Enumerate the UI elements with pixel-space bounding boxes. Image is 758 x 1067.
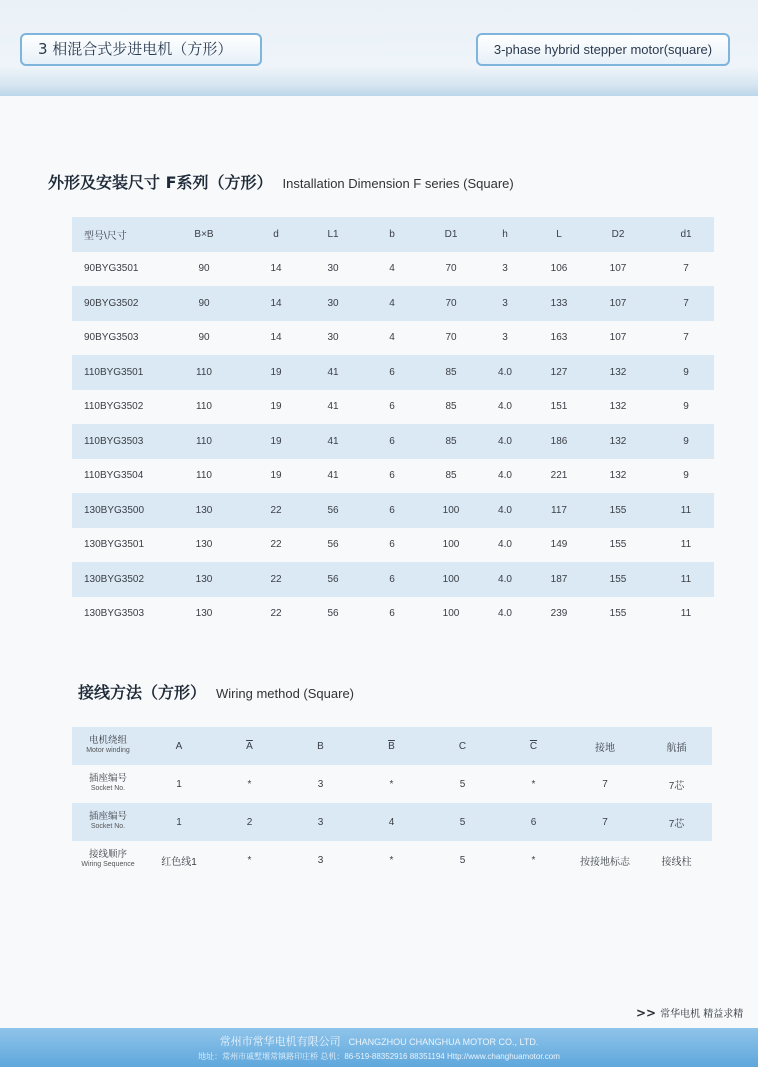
wiring-cell — [641, 803, 712, 841]
table-cell: 107 — [578, 321, 658, 356]
wiring-row — [72, 841, 712, 879]
wiring-cell — [498, 803, 569, 841]
table-cell: 30 — [314, 252, 352, 287]
table-cell: 7 — [658, 252, 714, 287]
wiring-cell — [356, 803, 427, 841]
table-row — [72, 597, 714, 632]
wiring-cell-value: * — [531, 854, 536, 866]
table-cell: 22 — [238, 528, 314, 563]
wiring-cell — [144, 727, 214, 765]
table-cell: 130 — [170, 528, 238, 563]
wiring-cell — [498, 727, 569, 765]
table-cell: 110 — [170, 390, 238, 425]
table-cell: 30 — [314, 286, 352, 321]
table-cell: 7 — [658, 286, 714, 321]
column-header: D2 — [578, 217, 658, 252]
wiring-cell-value: * — [389, 778, 394, 790]
wiring-cell-value: $\overline{C}$ — [529, 740, 538, 752]
table-cell: 155 — [578, 562, 658, 597]
table-cell: 56 — [314, 562, 352, 597]
table-cell: 110 — [170, 424, 238, 459]
table-cell: 132 — [578, 390, 658, 425]
table-cell: 90 — [170, 321, 238, 356]
wiring-cell-value: $\overline{A}$ — [246, 740, 253, 752]
wiring-cell — [214, 727, 285, 765]
table-row — [72, 562, 714, 597]
wiring-row — [72, 765, 712, 803]
wiring-cell-value: * — [247, 854, 252, 866]
wiring-cell — [144, 765, 214, 803]
table-cell: 11 — [658, 562, 714, 597]
table-cell: 186 — [540, 424, 578, 459]
table-cell: 7 — [658, 321, 714, 356]
table-cell: 100 — [432, 562, 470, 597]
table-cell: 9 — [658, 424, 714, 459]
table-cell: 130 — [170, 493, 238, 528]
wiring-cell — [356, 765, 427, 803]
table-cell: 6 — [352, 390, 432, 425]
wiring-cell — [285, 803, 356, 841]
table-cell: 9 — [658, 390, 714, 425]
table-cell: 6 — [352, 493, 432, 528]
table-cell: 132 — [578, 355, 658, 390]
table-cell: 221 — [540, 459, 578, 494]
footer-address: 地址：常州市戚墅堰常镇路印庄桥 总机：86-519-88352916 88351194 Http://www.changhuamotor.com — [198, 1052, 560, 1061]
row-header-zh: 插座编号 — [88, 773, 127, 784]
table-cell: 100 — [432, 528, 470, 563]
row-header-en: Socket No. — [90, 785, 126, 792]
wiring-cell-value: 5 — [459, 816, 466, 828]
table-cell: 22 — [238, 493, 314, 528]
row-header-zh: 接线顺序 — [88, 849, 127, 860]
wiring-cell — [285, 765, 356, 803]
table-cell: 22 — [238, 562, 314, 597]
wiring-cell-value: 红色线1 — [161, 856, 197, 868]
wiring-cell — [641, 765, 712, 803]
table-cell: 6 — [352, 424, 432, 459]
wiring-cell — [285, 727, 356, 765]
column-header: h — [470, 217, 540, 252]
table-cell: 107 — [578, 252, 658, 287]
arrows-icon: >> — [636, 1006, 657, 1020]
wiring-cell-value: 6 — [530, 816, 537, 828]
wiring-cell-value: 3 — [317, 816, 324, 828]
wiring-cell-value: 2 — [246, 816, 253, 828]
row-header-zh: 插座编号 — [88, 811, 127, 822]
wiring-cell-value: $\overline{B}$ — [388, 740, 395, 752]
model-cell: 90BYG3503 — [72, 321, 170, 356]
wiring-cell — [569, 803, 641, 841]
table-cell: 11 — [658, 493, 714, 528]
table-cell: 56 — [314, 528, 352, 563]
table-header-row — [72, 217, 714, 252]
table-cell: 110 — [170, 459, 238, 494]
table-cell: 100 — [432, 493, 470, 528]
wiring-row-header — [72, 803, 144, 841]
dimension-title-zh: 外形及安装尺寸 F系列（方形） — [48, 173, 273, 192]
product-category-tag-zh: 3 相混合式步进电机（方形） — [20, 33, 262, 66]
slogan-text: 常华电机 精益求精 — [660, 1009, 744, 1020]
wiring-cell-value: 7芯 — [668, 780, 685, 792]
table-cell: 3 — [470, 286, 540, 321]
dimension-table — [72, 217, 714, 631]
wiring-row-header — [72, 765, 144, 803]
table-cell: 163 — [540, 321, 578, 356]
wiring-cell — [498, 765, 569, 803]
table-cell: 70 — [432, 321, 470, 356]
model-cell: 130BYG3503 — [72, 597, 170, 632]
table-cell: 132 — [578, 459, 658, 494]
table-cell: 100 — [432, 597, 470, 632]
wiring-cell — [144, 841, 214, 879]
table-cell: 41 — [314, 424, 352, 459]
table-cell: 9 — [658, 459, 714, 494]
table-cell: 133 — [540, 286, 578, 321]
column-header: d1 — [658, 217, 714, 252]
column-header: D1 — [432, 217, 470, 252]
footer — [0, 1028, 758, 1067]
table-cell: 19 — [238, 390, 314, 425]
model-cell: 130BYG3502 — [72, 562, 170, 597]
table-cell: 9 — [658, 355, 714, 390]
table-row — [72, 459, 714, 494]
table-cell: 4.0 — [470, 424, 540, 459]
model-cell: 110BYG3502 — [72, 390, 170, 425]
footer-company — [0, 1033, 758, 1049]
table-cell: 239 — [540, 597, 578, 632]
table-cell: 149 — [540, 528, 578, 563]
wiring-row — [72, 727, 712, 765]
wiring-cell-value: * — [531, 778, 536, 790]
wiring-cell — [641, 727, 712, 765]
table-cell: 4.0 — [470, 597, 540, 632]
table-cell: 85 — [432, 390, 470, 425]
model-cell: 110BYG3504 — [72, 459, 170, 494]
table-cell: 19 — [238, 459, 314, 494]
table-cell: 3 — [470, 321, 540, 356]
table-cell: 85 — [432, 355, 470, 390]
table-cell: 130 — [170, 562, 238, 597]
table-cell: 4.0 — [470, 528, 540, 563]
wiring-cell — [214, 765, 285, 803]
table-cell: 155 — [578, 597, 658, 632]
wiring-cell-value: 4 — [388, 816, 395, 828]
row-header-en: Socket No. — [90, 823, 126, 830]
table-cell: 19 — [238, 355, 314, 390]
row-header-en: Motor winding — [86, 747, 130, 754]
table-cell: 14 — [238, 252, 314, 287]
wiring-cell-value: 1 — [176, 778, 182, 790]
wiring-cell — [214, 841, 285, 879]
wiring-cell-value: 5 — [459, 854, 466, 866]
column-header: B×B — [170, 217, 238, 252]
table-row — [72, 528, 714, 563]
dimension-title-en: Installation Dimension F series (Square) — [282, 176, 514, 191]
wiring-cell — [569, 765, 641, 803]
table-row — [72, 493, 714, 528]
row-header-en: Wiring Sequence — [81, 861, 135, 868]
table-cell: 6 — [352, 528, 432, 563]
wiring-cell-value: 5 — [459, 778, 466, 790]
wiring-cell — [214, 803, 285, 841]
table-cell: 90 — [170, 252, 238, 287]
table-cell: 70 — [432, 252, 470, 287]
wiring-cell-value: 7芯 — [668, 818, 685, 830]
table-cell: 85 — [432, 459, 470, 494]
wiring-cell — [285, 841, 356, 879]
table-cell: 11 — [658, 528, 714, 563]
wiring-row-header — [72, 727, 144, 765]
table-cell: 19 — [238, 424, 314, 459]
table-cell: 6 — [352, 355, 432, 390]
wiring-cell — [427, 803, 498, 841]
table-cell: 107 — [578, 286, 658, 321]
model-cell: 110BYG3503 — [72, 424, 170, 459]
table-cell: 56 — [314, 493, 352, 528]
table-cell: 30 — [314, 321, 352, 356]
table-row — [72, 424, 714, 459]
slogan — [636, 1005, 743, 1020]
wiring-cell-value: * — [247, 778, 252, 790]
table-cell: 41 — [314, 459, 352, 494]
wiring-cell-value: 7 — [602, 816, 608, 828]
table-cell: 106 — [540, 252, 578, 287]
table-cell: 85 — [432, 424, 470, 459]
table-cell: 41 — [314, 390, 352, 425]
company-name-en: CHANGZHOU CHANGHUA MOTOR CO., LTD. — [348, 1037, 539, 1047]
table-cell: 155 — [578, 493, 658, 528]
wiring-cell — [569, 727, 641, 765]
table-cell: 6 — [352, 459, 432, 494]
model-cell: 90BYG3501 — [72, 252, 170, 287]
wiring-cell-value: C — [458, 740, 467, 752]
wiring-title-zh: 接线方法（方形） — [78, 683, 207, 702]
wiring-cell-value: * — [389, 854, 394, 866]
wiring-cell — [498, 841, 569, 879]
table-cell: 187 — [540, 562, 578, 597]
wiring-cell-value: B — [317, 740, 324, 752]
wiring-title-en: Wiring method (Square) — [216, 686, 355, 701]
table-cell: 56 — [314, 597, 352, 632]
wiring-cell-value: 接地 — [595, 742, 615, 754]
table-cell: 3 — [470, 252, 540, 287]
table-cell: 117 — [540, 493, 578, 528]
table-cell: 14 — [238, 286, 314, 321]
table-cell: 70 — [432, 286, 470, 321]
column-header: d — [238, 217, 314, 252]
table-cell: 4 — [352, 252, 432, 287]
table-cell: 110 — [170, 355, 238, 390]
wiring-row-header — [72, 841, 144, 879]
column-header: L1 — [314, 217, 352, 252]
table-cell: 4.0 — [470, 459, 540, 494]
table-cell: 4 — [352, 321, 432, 356]
table-cell: 4.0 — [470, 493, 540, 528]
table-cell: 132 — [578, 424, 658, 459]
table-cell: 155 — [578, 528, 658, 563]
table-cell: 6 — [352, 562, 432, 597]
table-row — [72, 390, 714, 425]
wiring-cell-value: 按接地标志 — [580, 856, 630, 868]
wiring-cell — [427, 765, 498, 803]
model-cell: 130BYG3501 — [72, 528, 170, 563]
table-cell: 130 — [170, 597, 238, 632]
table-cell: 41 — [314, 355, 352, 390]
wiring-section-title — [78, 680, 354, 703]
table-cell: 4.0 — [470, 562, 540, 597]
row-header-zh: 电机绕组 — [88, 735, 127, 746]
wiring-cell-value: 7 — [602, 778, 608, 790]
wiring-cell — [427, 841, 498, 879]
table-cell: 4.0 — [470, 355, 540, 390]
table-cell: 127 — [540, 355, 578, 390]
wiring-cell-value: 接线柱 — [661, 856, 692, 868]
wiring-cell — [144, 803, 214, 841]
wiring-cell — [427, 727, 498, 765]
wiring-cell — [356, 727, 427, 765]
table-cell: 90 — [170, 286, 238, 321]
product-category-tag-en: 3-phase hybrid stepper motor(square) — [476, 33, 730, 66]
wiring-cell — [569, 841, 641, 879]
table-row — [72, 321, 714, 356]
wiring-row — [72, 803, 712, 841]
table-cell: 4.0 — [470, 390, 540, 425]
table-cell: 22 — [238, 597, 314, 632]
table-cell: 151 — [540, 390, 578, 425]
model-cell: 110BYG3501 — [72, 355, 170, 390]
wiring-cell-value: 3 — [317, 854, 324, 866]
wiring-cell-value: 3 — [317, 778, 324, 790]
wiring-cell-value: 航插 — [666, 742, 687, 754]
wiring-cell-value: A — [175, 740, 183, 752]
dimension-section-title — [48, 170, 514, 193]
model-cell: 90BYG3502 — [72, 286, 170, 321]
table-row — [72, 286, 714, 321]
model-cell: 130BYG3500 — [72, 493, 170, 528]
table-cell: 11 — [658, 597, 714, 632]
table-row — [72, 355, 714, 390]
table-row — [72, 252, 714, 287]
wiring-cell — [641, 841, 712, 879]
column-header: L — [540, 217, 578, 252]
wiring-table — [72, 727, 712, 879]
company-name-zh: 常州市常华电机有限公司 — [219, 1035, 341, 1048]
table-cell: 6 — [352, 597, 432, 632]
column-header: b — [352, 217, 432, 252]
wiring-cell — [356, 841, 427, 879]
table-cell: 4 — [352, 286, 432, 321]
column-header: 型号\尺寸 — [72, 217, 170, 252]
wiring-cell-value: 1 — [176, 816, 182, 828]
table-cell: 14 — [238, 321, 314, 356]
